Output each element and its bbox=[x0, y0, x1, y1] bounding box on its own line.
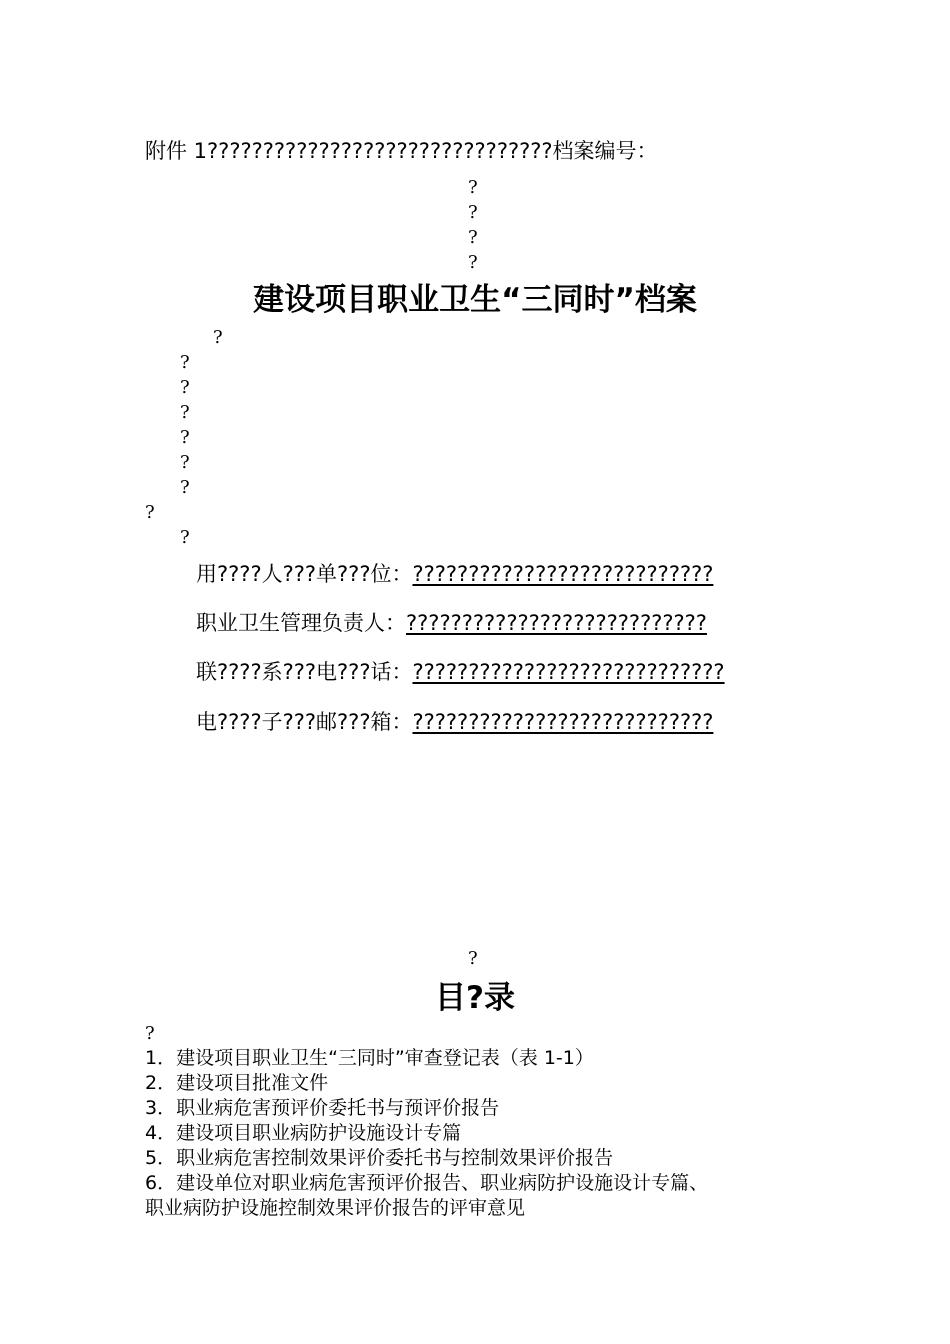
spacer-mark: ? bbox=[468, 177, 478, 198]
spacer-mark: ? bbox=[180, 427, 190, 448]
field-value: ??????????????????????????? bbox=[412, 562, 714, 586]
spacer-mark: ? bbox=[213, 327, 223, 348]
toc-list bbox=[145, 1046, 708, 1221]
field-value: ???????????????????????????? bbox=[412, 660, 725, 684]
toc-item: 1．建设项目职业卫生“三同时”审查登记表（表 1-1） bbox=[145, 1047, 594, 1069]
toc-item: 3．职业病危害预评价委托书与预评价报告 bbox=[145, 1097, 500, 1119]
field-employer bbox=[196, 560, 713, 588]
field-value: ??????????????????????????? bbox=[406, 611, 707, 635]
field-manager bbox=[196, 609, 707, 637]
spacer-mark: ? bbox=[180, 377, 190, 398]
field-label: 联????系???电???话： bbox=[196, 660, 413, 684]
toc-title: 目?录 bbox=[435, 980, 515, 1016]
spacer-mark: ? bbox=[180, 402, 190, 423]
field-phone bbox=[196, 658, 725, 686]
field-value: ??????????????????????????? bbox=[412, 710, 714, 734]
spacer-mark: ? bbox=[468, 252, 478, 273]
field-label: 职业卫生管理负责人： bbox=[196, 611, 406, 635]
spacer-mark: ? bbox=[180, 352, 190, 373]
field-label: 电????子???邮???箱： bbox=[196, 710, 413, 734]
cover-title: 建设项目职业卫生“三同时”档案 bbox=[253, 282, 697, 318]
spacer-mark: ? bbox=[180, 452, 190, 473]
attachment-header: 附件 1???????????????????????????????档案编号： bbox=[145, 139, 658, 163]
toc-item: 6．建设单位对职业病危害预评价报告、职业病防护设施设计专篇、 bbox=[145, 1172, 709, 1194]
toc-item: 5．职业病危害控制效果评价委托书与控制效果评价报告 bbox=[145, 1147, 614, 1169]
field-email bbox=[196, 708, 713, 736]
spacer-mark: ? bbox=[145, 1023, 155, 1044]
spacer-mark: ? bbox=[468, 948, 478, 969]
toc-item: 2．建设项目批准文件 bbox=[145, 1072, 329, 1094]
toc-item: 4．建设项目职业病防护设施设计专篇 bbox=[145, 1122, 462, 1144]
spacer-mark: ? bbox=[468, 202, 478, 223]
spacer-mark: ? bbox=[180, 527, 190, 548]
spacer-mark: ? bbox=[468, 227, 478, 248]
field-label: 用????人???单???位： bbox=[196, 562, 413, 586]
spacer-mark: ? bbox=[180, 477, 190, 498]
toc-item: 职业病防护设施控制效果评价报告的评审意见 bbox=[145, 1197, 526, 1219]
spacer-mark: ? bbox=[145, 502, 155, 523]
